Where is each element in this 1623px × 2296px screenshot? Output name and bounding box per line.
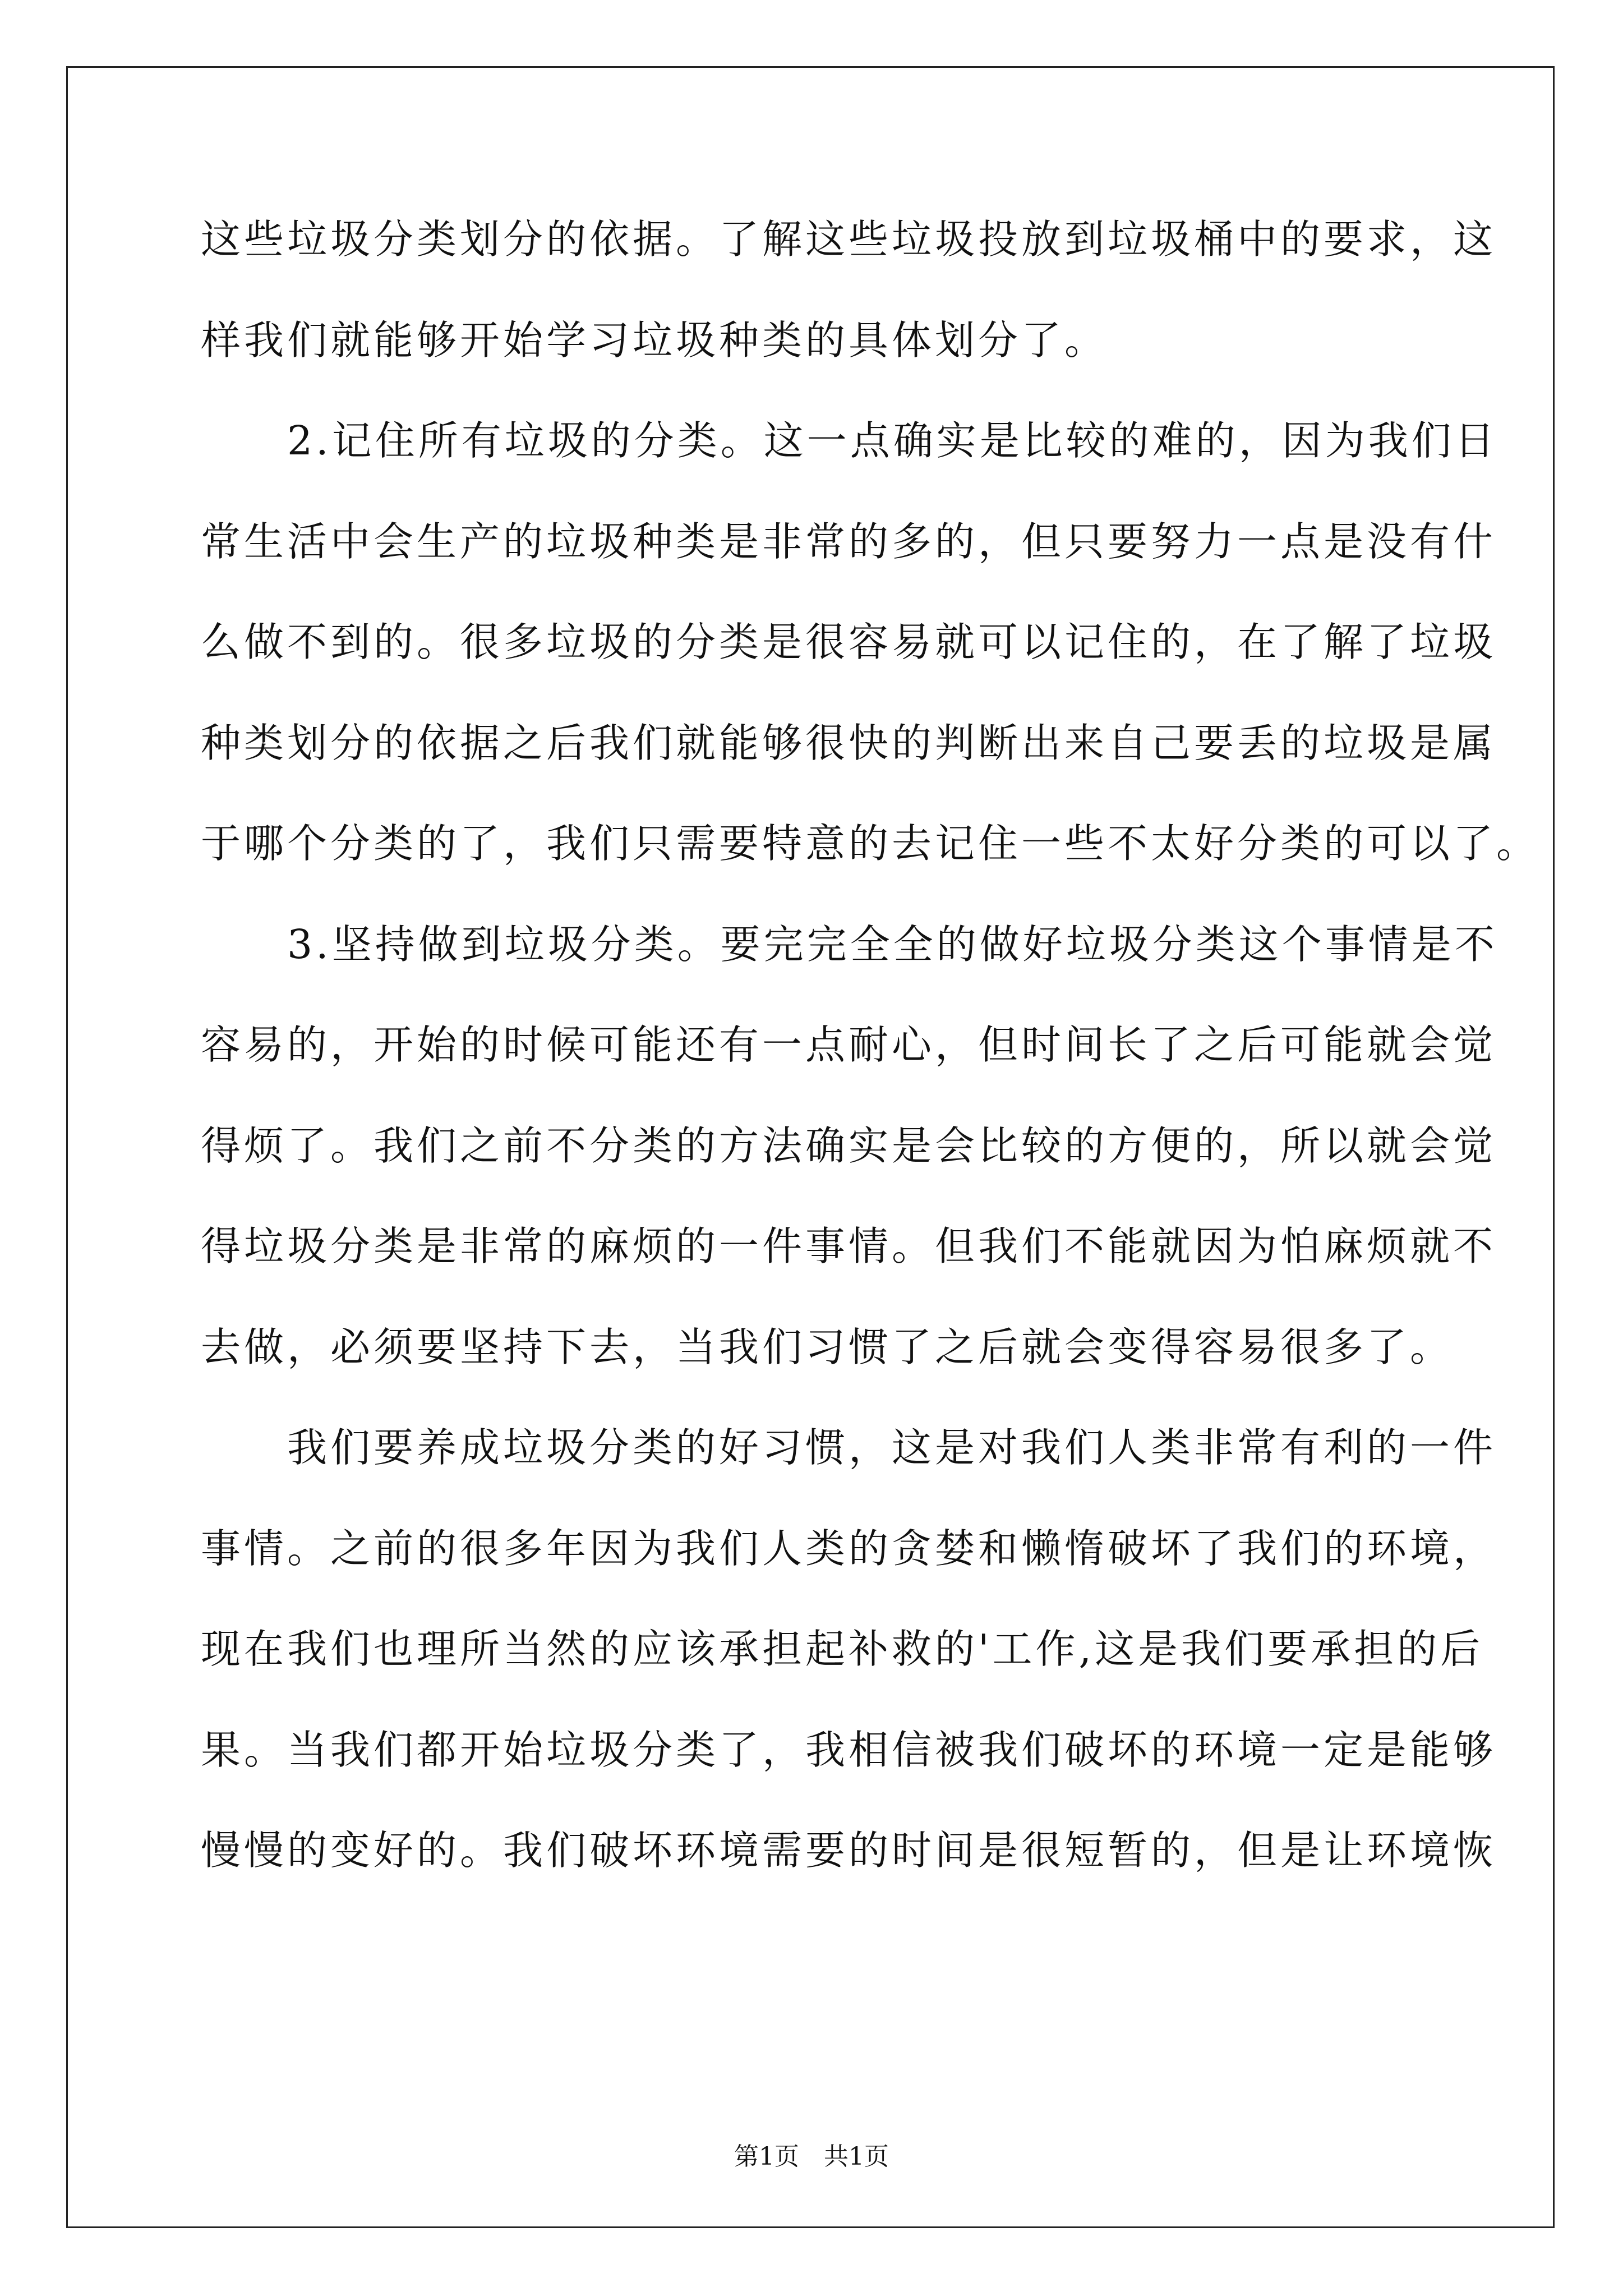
text-line: 3.坚持做到垃圾分类。要完完全全的做好垃圾分类这个事情是不 (201, 921, 1498, 968)
text-line: 得垃圾分类是非常的麻烦的一件事情。但我们不能就因为怕麻烦就不 (201, 1223, 1497, 1269)
text-line: 2.记住所有垃圾的分类。这一点确实是比较的难的，因为我们日 (201, 417, 1498, 464)
text-line: 果。当我们都开始垃圾分类了，我相信被我们破坏的环境一定是能够 (201, 1726, 1497, 1773)
document-body (201, 214, 1540, 1926)
text-line: 去做，必须要坚持下去，当我们习惯了之后就会变得容易很多了。 (201, 1323, 1454, 1370)
text-line: 得烦了。我们之前不分类的方法确实是会比较的方便的，所以就会觉 (201, 1122, 1497, 1169)
text-line: 于哪个分类的了，我们只需要特意的去记住一些不太好分类的可以了。 (201, 820, 1540, 867)
text-line: 样我们就能够开始学习垃圾种类的具体划分了。 (201, 316, 1108, 364)
text-line: 慢慢的变好的。我们破坏环境需要的时间是很短暂的，但是让环境恢 (201, 1827, 1497, 1874)
text-line: 常生活中会生产的垃圾种类是非常的多的，但只要努力一点是没有什 (201, 518, 1497, 565)
text-line: 事情。之前的很多年因为我们人类的贪婪和懒惰破坏了我们的环境， (201, 1525, 1497, 1572)
text-line: 现在我们也理所当然的应该承担起补救的'工作,这是我们要承担的后 (201, 1626, 1484, 1672)
page-footer (0, 2140, 1623, 2174)
text-line: 种类划分的依据之后我们就能够很快的判断出来自己要丢的垃圾是属 (201, 719, 1497, 766)
text-line: 我们要养成垃圾分类的好习惯，这是对我们人类非常有利的一件 (201, 1424, 1497, 1471)
text-line: 容易的，开始的时候可能还有一点耐心，但时间长了之后可能就会觉 (201, 1022, 1497, 1068)
text-line: 么做不到的。很多垃圾的分类是很容易就可以记住的，在了解了垃圾 (201, 619, 1497, 665)
page-number-label: 第1页 共1页 (734, 2142, 889, 2171)
text-line: 这些垃圾分类划分的依据。了解这些垃圾投放到垃圾桶中的要求，这 (201, 216, 1497, 263)
